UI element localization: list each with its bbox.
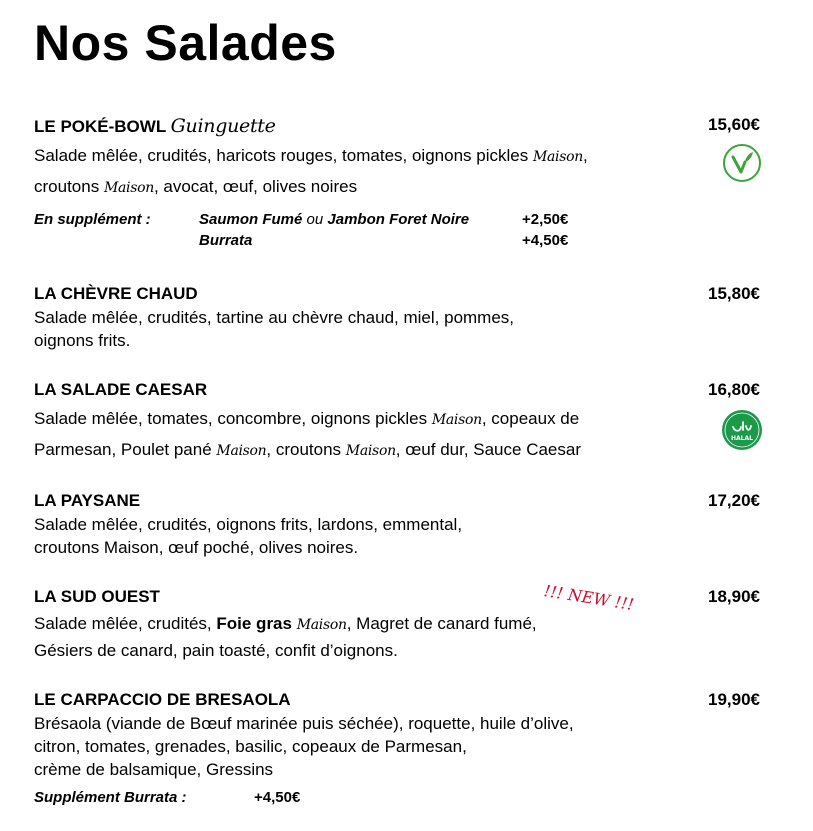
item-description [34,513,764,559]
desc-text: Salade mêlée, tomates, concombre, oignons pickles [34,409,428,428]
desc-text: Salade mêlée, crudités, haricots rouges, tomates, oignons pickles [34,146,529,165]
supplement-option: Burrata [199,232,253,249]
menu-item-salade-caesar [34,380,764,466]
maison-mark: Maison [431,412,482,428]
supplement-block [34,789,764,809]
supplement-label: Supplément Burrata : [34,789,187,806]
desc-text: Salade mêlée, crudités, tartine au chèvre chaud, miel, pommes, [34,308,515,327]
maison-mark: Maison [216,443,267,459]
item-description [34,611,764,664]
item-price: 15,60€ [708,115,760,134]
menu-item-chevre-chaud [34,284,764,352]
item-price: 15,80€ [708,284,760,303]
item-price: 16,80€ [708,380,760,399]
new-tag: !!! NEW !!! [542,581,636,615]
maison-mark: Maison [345,443,396,459]
item-description [34,141,764,203]
desc-text: , œuf dur, Sauce Caesar [395,440,581,459]
supplement-price: +4,50€ [254,789,301,806]
desc-text: Parmesan, Poulet pané [34,440,212,459]
desc-text: croutons [34,177,100,196]
item-price: 17,20€ [708,491,760,510]
vegetarian-icon [722,143,762,183]
desc-text: , Magret de canard fumé, [346,614,537,633]
supplement-text: Jambon Foret Noire [327,211,470,228]
maison-mark: Maison [532,149,583,165]
desc-bold-text: Foie gras [216,614,292,633]
item-name: LA CHÈVRE CHAUD [34,284,198,303]
item-name: LA SUD OUEST [34,587,160,606]
supplement-price: +2,50€ [522,211,569,228]
item-name: LE CARPACCIO DE BRESAOLA [34,690,291,709]
supplement-block [34,211,764,253]
desc-text: , croutons [266,440,342,459]
desc-text: croutons Maison, œuf poché, olives noires. [34,538,359,557]
desc-text: , [582,146,588,165]
item-price: 19,90€ [708,690,760,709]
halal-icon [720,408,764,452]
supplement-price: +4,50€ [522,232,569,249]
desc-text: Gésiers de canard, pain toasté, confit d’oignons. [34,641,398,660]
desc-text: Salade mêlée, crudités, oignons frits, lardons, emmental, [34,515,463,534]
menu-item-sud-ouest [34,581,764,664]
desc-text: citron, tomates, grenades, basilic, copeaux de Parmesan, [34,737,467,756]
halal-label: HALAL [731,435,753,442]
supplement-label: En supplément : [34,211,151,228]
desc-text: , copeaux de [481,409,580,428]
item-name-suffix: Guinguette [170,115,276,137]
menu-item-carpaccio [34,690,764,809]
menu-item-poke-bowl [34,115,764,253]
desc-text: oignons frits. [34,331,131,350]
item-description [34,404,764,466]
supplement-or: ou [306,211,324,228]
desc-text: crème de balsamique, Gressins [34,760,274,779]
item-description [34,712,764,781]
menu-item-paysane [34,491,764,559]
desc-text: Salade mêlée, crudités, [34,614,212,633]
supplement-option [199,211,469,228]
item-description [34,306,764,352]
desc-text: Brésaola (viande de Bœuf marinée puis séchée), roquette, huile d’olive, [34,714,574,733]
desc-text: , avocat, œuf, olives noires [153,177,358,196]
item-name: LE POKÉ-BOWL [34,117,167,136]
item-price: 18,90€ [708,587,760,606]
maison-mark: Maison [296,617,347,633]
item-name: LA SALADE CAESAR [34,380,208,399]
item-name: LA PAYSANE [34,491,141,510]
supplement-text: Saumon Fumé [199,211,303,228]
maison-mark: Maison [103,180,154,196]
page-title: Nos Salades [34,15,337,71]
